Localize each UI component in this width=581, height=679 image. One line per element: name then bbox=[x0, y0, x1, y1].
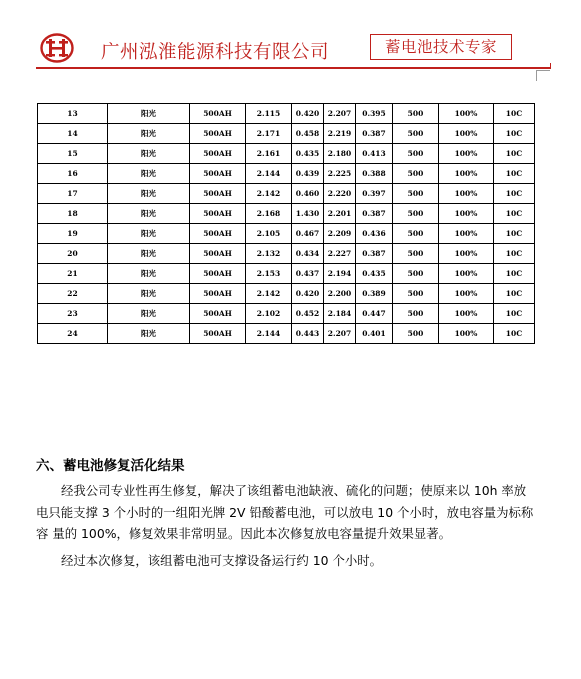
table-cell: 阳光 bbox=[108, 124, 190, 144]
table-cell: 2.225 bbox=[324, 164, 356, 184]
table-cell: 0.413 bbox=[356, 144, 393, 164]
table-cell: 21 bbox=[38, 264, 108, 284]
table-row bbox=[38, 284, 535, 304]
table-cell: 0.401 bbox=[356, 324, 393, 344]
table-cell: 500AH bbox=[190, 164, 246, 184]
table-cell: 100% bbox=[439, 224, 494, 244]
table-cell: 100% bbox=[439, 204, 494, 224]
table-cell: 10C bbox=[494, 264, 535, 284]
table-cell: 10C bbox=[494, 104, 535, 124]
table-cell: 2.184 bbox=[324, 304, 356, 324]
table-cell: 100% bbox=[439, 144, 494, 164]
table-cell: 100% bbox=[439, 304, 494, 324]
header-rule-end bbox=[550, 63, 551, 69]
table-cell: 23 bbox=[38, 304, 108, 324]
table-row bbox=[38, 324, 535, 344]
table-cell: 0.458 bbox=[292, 124, 324, 144]
table-cell: 10C bbox=[494, 224, 535, 244]
table-cell: 0.389 bbox=[356, 284, 393, 304]
table-cell: 500AH bbox=[190, 244, 246, 264]
table-row bbox=[38, 244, 535, 264]
table-cell: 100% bbox=[439, 184, 494, 204]
battery-test-table bbox=[37, 103, 535, 344]
table-cell: 500AH bbox=[190, 144, 246, 164]
table-cell: 24 bbox=[38, 324, 108, 344]
company-logo-icon bbox=[40, 33, 74, 63]
table-cell: 500AH bbox=[190, 284, 246, 304]
table-cell: 100% bbox=[439, 124, 494, 144]
table-cell: 阳光 bbox=[108, 224, 190, 244]
table-cell: 500AH bbox=[190, 184, 246, 204]
table-cell: 100% bbox=[439, 284, 494, 304]
paragraph-line: 容 量的 100%，修复效果非常明显。因此本次修复放电容量提升效果显著。 bbox=[36, 526, 452, 541]
table-row bbox=[38, 204, 535, 224]
table-cell: 100% bbox=[439, 244, 494, 264]
table-cell: 0.420 bbox=[292, 284, 324, 304]
table-row bbox=[38, 124, 535, 144]
table-cell: 14 bbox=[38, 124, 108, 144]
table-cell: 2.171 bbox=[246, 124, 292, 144]
table-cell: 阳光 bbox=[108, 304, 190, 324]
table-cell: 100% bbox=[439, 164, 494, 184]
table-cell: 2.207 bbox=[324, 324, 356, 344]
table-cell: 500 bbox=[393, 184, 439, 204]
table-cell: 0.434 bbox=[292, 244, 324, 264]
margin-corner-mark bbox=[536, 70, 550, 71]
table-cell: 2.220 bbox=[324, 184, 356, 204]
table-cell: 0.460 bbox=[292, 184, 324, 204]
table-cell: 0.467 bbox=[292, 224, 324, 244]
table-cell: 100% bbox=[439, 324, 494, 344]
header-rule bbox=[36, 67, 550, 69]
table-cell: 2.132 bbox=[246, 244, 292, 264]
table-cell: 0.439 bbox=[292, 164, 324, 184]
table-cell: 2.194 bbox=[324, 264, 356, 284]
table-cell: 0.387 bbox=[356, 124, 393, 144]
table-cell: 0.452 bbox=[292, 304, 324, 324]
table-cell: 阳光 bbox=[108, 264, 190, 284]
table-row bbox=[38, 144, 535, 164]
table-cell: 100% bbox=[439, 104, 494, 124]
table-cell: 100% bbox=[439, 264, 494, 284]
paragraph-line: 经我公司专业性再生修复，解决了该组蓄电池缺液、硫化的问题；使原来以 10h 率放 bbox=[61, 483, 527, 498]
table-cell: 500 bbox=[393, 104, 439, 124]
result-paragraph bbox=[36, 480, 550, 545]
table-cell: 500 bbox=[393, 304, 439, 324]
table-cell: 0.447 bbox=[356, 304, 393, 324]
table-cell: 500 bbox=[393, 124, 439, 144]
table-cell: 10C bbox=[494, 244, 535, 264]
table-row bbox=[38, 304, 535, 324]
table-cell: 500AH bbox=[190, 324, 246, 344]
table-cell: 10C bbox=[494, 304, 535, 324]
table-cell: 10C bbox=[494, 164, 535, 184]
table-cell: 500AH bbox=[190, 124, 246, 144]
table-cell: 2.227 bbox=[324, 244, 356, 264]
table-cell: 1.430 bbox=[292, 204, 324, 224]
table-cell: 阳光 bbox=[108, 244, 190, 264]
table-row bbox=[38, 164, 535, 184]
table-cell: 22 bbox=[38, 284, 108, 304]
table-cell: 0.435 bbox=[356, 264, 393, 284]
table-cell: 2.144 bbox=[246, 164, 292, 184]
table-row bbox=[38, 224, 535, 244]
tagline-badge: 蓄电池技术专家 bbox=[370, 34, 512, 60]
table-cell: 500 bbox=[393, 144, 439, 164]
table-cell: 0.388 bbox=[356, 164, 393, 184]
table-cell: 500 bbox=[393, 264, 439, 284]
table-cell: 0.420 bbox=[292, 104, 324, 124]
table-cell: 阳光 bbox=[108, 164, 190, 184]
table-cell: 13 bbox=[38, 104, 108, 124]
page-header bbox=[0, 0, 581, 80]
table-cell: 19 bbox=[38, 224, 108, 244]
table-cell: 10C bbox=[494, 184, 535, 204]
table-cell: 500AH bbox=[190, 304, 246, 324]
table-cell: 500 bbox=[393, 164, 439, 184]
table-cell: 2.153 bbox=[246, 264, 292, 284]
table-cell: 阳光 bbox=[108, 184, 190, 204]
table-cell: 500AH bbox=[190, 224, 246, 244]
table-cell: 0.397 bbox=[356, 184, 393, 204]
table-cell: 阳光 bbox=[108, 324, 190, 344]
conclusion-paragraph: 经过本次修复，该组蓄电池可支撑设备运行约 10 个小时。 bbox=[61, 553, 383, 568]
table-row bbox=[38, 104, 535, 124]
company-name: 广州泓淮能源科技有限公司 bbox=[101, 42, 330, 63]
table-cell: 0.435 bbox=[292, 144, 324, 164]
table-cell: 2.115 bbox=[246, 104, 292, 124]
table-row bbox=[38, 264, 535, 284]
table-cell: 20 bbox=[38, 244, 108, 264]
table-cell: 2.105 bbox=[246, 224, 292, 244]
table-cell: 15 bbox=[38, 144, 108, 164]
table-cell: 2.144 bbox=[246, 324, 292, 344]
table-cell: 500AH bbox=[190, 204, 246, 224]
table-cell: 2.219 bbox=[324, 124, 356, 144]
margin-corner-mark-vertical bbox=[536, 70, 537, 81]
table-cell: 0.443 bbox=[292, 324, 324, 344]
table-cell: 2.200 bbox=[324, 284, 356, 304]
table-cell: 17 bbox=[38, 184, 108, 204]
table-cell: 500 bbox=[393, 284, 439, 304]
table-cell: 阳光 bbox=[108, 104, 190, 124]
table-cell: 2.180 bbox=[324, 144, 356, 164]
table-cell: 500 bbox=[393, 224, 439, 244]
table-cell: 2.142 bbox=[246, 184, 292, 204]
table-cell: 0.387 bbox=[356, 204, 393, 224]
table-cell: 0.437 bbox=[292, 264, 324, 284]
table-cell: 0.436 bbox=[356, 224, 393, 244]
table-cell: 0.395 bbox=[356, 104, 393, 124]
table-cell: 10C bbox=[494, 204, 535, 224]
table-cell: 10C bbox=[494, 124, 535, 144]
table-cell: 500 bbox=[393, 244, 439, 264]
table-cell: 10C bbox=[494, 324, 535, 344]
table-body bbox=[38, 104, 535, 344]
table-cell: 2.209 bbox=[324, 224, 356, 244]
table-cell: 0.387 bbox=[356, 244, 393, 264]
table-cell: 2.168 bbox=[246, 204, 292, 224]
table-cell: 10C bbox=[494, 284, 535, 304]
table-cell: 500 bbox=[393, 204, 439, 224]
table-cell: 500AH bbox=[190, 104, 246, 124]
table-cell: 16 bbox=[38, 164, 108, 184]
table-row bbox=[38, 184, 535, 204]
table-cell: 18 bbox=[38, 204, 108, 224]
table-cell: 10C bbox=[494, 144, 535, 164]
table-cell: 2.102 bbox=[246, 304, 292, 324]
section-title: 六、蓄电池修复活化结果 bbox=[36, 458, 185, 474]
paragraph-line: 电只能支撑 3 个小时的一组阳光牌 2V 铅酸蓄电池，可以放电 10 个小时，放电容量为标称 bbox=[36, 504, 534, 520]
table-cell: 2.207 bbox=[324, 104, 356, 124]
table-cell: 阳光 bbox=[108, 284, 190, 304]
table-cell: 2.142 bbox=[246, 284, 292, 304]
table-cell: 2.161 bbox=[246, 144, 292, 164]
table-cell: 500 bbox=[393, 324, 439, 344]
table-cell: 2.201 bbox=[324, 204, 356, 224]
table-cell: 500AH bbox=[190, 264, 246, 284]
table-cell: 阳光 bbox=[108, 204, 190, 224]
table-cell: 阳光 bbox=[108, 144, 190, 164]
